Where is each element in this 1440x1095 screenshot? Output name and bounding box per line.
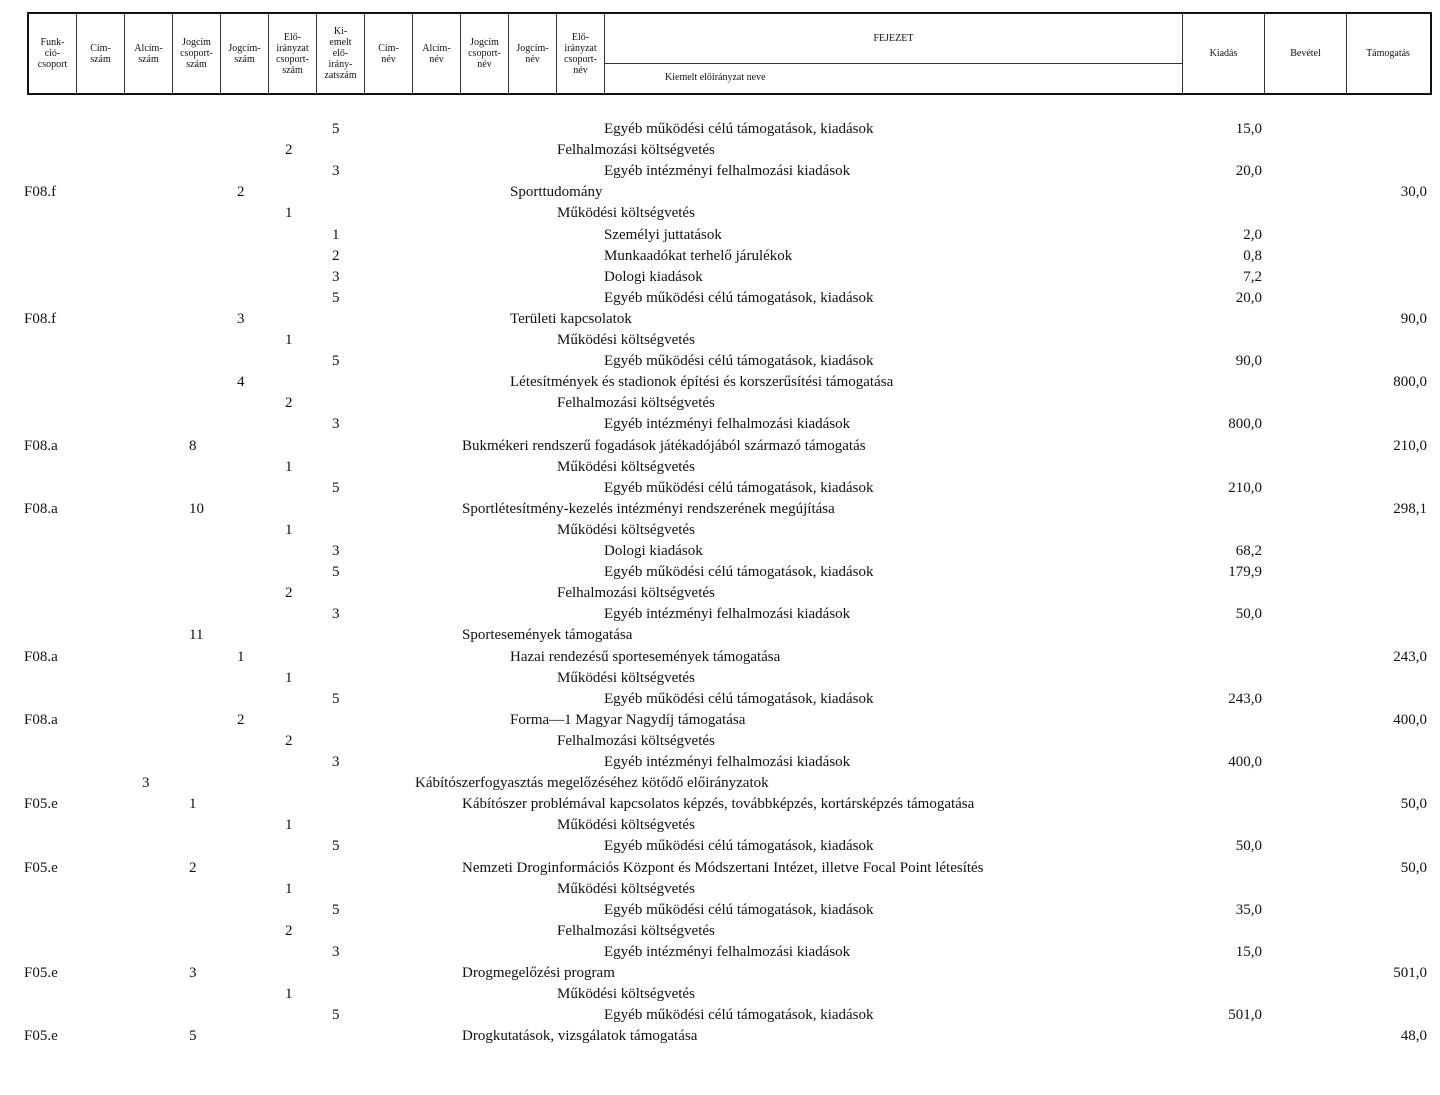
row-name: Egyéb intézményi felhalmozási kiadások <box>604 416 851 432</box>
row-kiadas: 400,0 <box>1228 754 1262 770</box>
row-name: Drogmegelőzési program <box>462 965 615 981</box>
row-funkcio: F08.a <box>24 438 58 454</box>
header-col-cim-nev: Cím- név <box>365 14 413 93</box>
row-code: 2 <box>285 142 293 158</box>
row-tamogatas: 400,0 <box>1393 712 1427 728</box>
row-name: Működési költségvetés <box>557 522 695 538</box>
row-code: 8 <box>189 438 197 454</box>
row-kiadas: 35,0 <box>1235 902 1262 918</box>
header-col-kiemelt-szam: Ki- emelt elő- irány- zatszám <box>317 14 365 93</box>
row-tamogatas: 243,0 <box>1393 649 1427 665</box>
row-code: 5 <box>332 902 340 918</box>
header-col-alcim-nev: Alcím- név <box>413 14 461 93</box>
header-col-eloiranyzatcsoport-nev: Elő- irányzat csoport- név <box>557 14 605 93</box>
row-tamogatas: 501,0 <box>1393 965 1427 981</box>
row-kiadas: 90,0 <box>1235 353 1262 369</box>
row-code: 3 <box>237 311 245 327</box>
row-tamogatas: 30,0 <box>1400 184 1427 200</box>
header-col-jogcim-nev: Jogcím- név <box>509 14 557 93</box>
row-name: Dologi kiadások <box>604 269 703 285</box>
row-funkcio: F08.f <box>24 311 57 327</box>
row-kiadas: 0,8 <box>1243 248 1262 264</box>
row-name: Egyéb intézményi felhalmozási kiadások <box>604 163 851 179</box>
row-code: 1 <box>285 205 293 221</box>
row-kiadas: 15,0 <box>1235 944 1262 960</box>
row-name: Személyi juttatások <box>604 227 722 243</box>
row-tamogatas: 50,0 <box>1400 860 1427 876</box>
row-code: 2 <box>285 923 293 939</box>
row-name: Működési költségvetés <box>557 817 695 833</box>
row-name: Működési költségvetés <box>557 332 695 348</box>
row-code: 5 <box>332 121 340 137</box>
row-code: 5 <box>332 1007 340 1023</box>
row-name: Bukmékeri rendszerű fogadások játékadójából származó támogatás <box>462 438 866 454</box>
row-code: 3 <box>332 606 340 622</box>
row-name: Egyéb működési célú támogatások, kiadások <box>604 480 874 496</box>
row-tamogatas: 210,0 <box>1393 438 1427 454</box>
row-code: 1 <box>285 986 293 1002</box>
row-code: 1 <box>237 649 245 665</box>
row-code: 11 <box>189 627 204 643</box>
row-name: Egyéb működési célú támogatások, kiadások <box>604 1007 874 1023</box>
header-col-jogcim-szam: Jogcím- szám <box>221 14 269 93</box>
row-name: Egyéb intézményi felhalmozási kiadások <box>604 944 851 960</box>
row-kiadas: 179,9 <box>1228 564 1262 580</box>
row-kiadas: 20,0 <box>1235 290 1262 306</box>
row-code: 1 <box>332 227 340 243</box>
row-kiadas: 800,0 <box>1228 416 1262 432</box>
row-name: Sportlétesítmény-kezelés intézményi rendszerének megújítása <box>462 501 835 517</box>
row-code: 1 <box>189 796 197 812</box>
row-name: Létesítmények és stadionok építési és korszerűsítési támogatása <box>510 374 894 390</box>
row-name: Egyéb működési célú támogatások, kiadások <box>604 564 874 580</box>
row-code: 5 <box>332 290 340 306</box>
row-kiadas: 243,0 <box>1228 691 1262 707</box>
row-code: 5 <box>332 480 340 496</box>
row-name: Kábítószerfogyasztás megelőzéséhez kötődő előirányzatok <box>415 775 769 791</box>
row-kiadas: 50,0 <box>1235 606 1262 622</box>
row-kiadas: 7,2 <box>1243 269 1262 285</box>
row-name: Működési költségvetés <box>557 670 695 686</box>
row-code: 4 <box>237 374 245 390</box>
row-kiadas: 20,0 <box>1235 163 1262 179</box>
fejezet-label: FEJEZET <box>605 14 1182 64</box>
row-funkcio: F05.e <box>24 796 58 812</box>
row-code: 3 <box>332 416 340 432</box>
row-name: Sporttudomány <box>510 184 603 200</box>
header-col-kiadas: Kiadás <box>1183 14 1265 93</box>
row-code: 3 <box>332 754 340 770</box>
row-funkcio: F08.a <box>24 649 58 665</box>
row-funkcio: F05.e <box>24 1028 58 1044</box>
header-col-tamogatas: Támogatás <box>1366 48 1410 59</box>
header-col-jogcimcsoport-nev: Jogcím csoport- név <box>461 14 509 93</box>
row-code: 1 <box>285 817 293 833</box>
row-name: Egyéb működési célú támogatások, kiadások <box>604 838 874 854</box>
kiemelt-nev-label: Kiemelt előirányzat neve <box>665 72 766 83</box>
row-name: Egyéb működési célú támogatások, kiadások <box>604 290 874 306</box>
row-name: Hazai rendezésű sportesemények támogatása <box>510 649 781 665</box>
row-code: 2 <box>285 395 293 411</box>
row-code: 5 <box>332 838 340 854</box>
row-code: 3 <box>332 944 340 960</box>
row-tamogatas: 298,1 <box>1393 501 1427 517</box>
row-name: Működési költségvetés <box>557 881 695 897</box>
header-col-jogcimcsoport-szam: Jogcím csoport- szám <box>173 14 221 93</box>
row-kiadas: 68,2 <box>1235 543 1262 559</box>
row-kiadas: 501,0 <box>1228 1007 1262 1023</box>
row-kiadas: 2,0 <box>1243 227 1262 243</box>
row-name: Működési költségvetés <box>557 986 695 1002</box>
row-name: Működési költségvetés <box>557 205 695 221</box>
header-col-eloiranyzatcsoport-szam: Elő- irányzat csoport- szám <box>269 14 317 93</box>
row-name: Nemzeti Droginformációs Központ és Módszertani Intézet, illetve Focal Point létesítés <box>462 860 984 876</box>
row-tamogatas: 90,0 <box>1400 311 1427 327</box>
row-tamogatas: 50,0 <box>1400 796 1427 812</box>
row-kiadas: 210,0 <box>1228 480 1262 496</box>
row-name: Egyéb működési célú támogatások, kiadások <box>604 121 874 137</box>
row-name: Területi kapcsolatok <box>510 311 632 327</box>
row-name: Dologi kiadások <box>604 543 703 559</box>
row-name: Felhalmozási költségvetés <box>557 923 715 939</box>
row-code: 5 <box>332 691 340 707</box>
row-tamogatas: 48,0 <box>1400 1028 1427 1044</box>
row-code: 5 <box>332 564 340 580</box>
row-code: 1 <box>285 459 293 475</box>
row-code: 3 <box>332 269 340 285</box>
row-kiadas: 15,0 <box>1235 121 1262 137</box>
row-name: Felhalmozási költségvetés <box>557 733 715 749</box>
row-code: 1 <box>285 670 293 686</box>
row-name: Kábítószer problémával kapcsolatos képzés, továbbképzés, kortársképzés támogatása <box>462 796 975 812</box>
row-name: Egyéb működési célú támogatások, kiadások <box>604 691 874 707</box>
row-code: 2 <box>237 184 245 200</box>
row-name: Egyéb intézményi felhalmozási kiadások <box>604 754 851 770</box>
row-name: Egyéb működési célú támogatások, kiadások <box>604 902 874 918</box>
row-code: 3 <box>332 543 340 559</box>
row-name: Forma—1 Magyar Nagydíj támogatása <box>510 712 746 728</box>
row-name: Működési költségvetés <box>557 459 695 475</box>
row-code: 2 <box>332 248 340 264</box>
row-code: 1 <box>285 332 293 348</box>
row-name: Felhalmozási költségvetés <box>557 142 715 158</box>
row-funkcio: F08.a <box>24 501 58 517</box>
header-col-cim-szam: Cím- szám <box>77 14 125 93</box>
header-col-bevetel: Bevétel <box>1265 14 1347 93</box>
row-code: 1 <box>285 881 293 897</box>
row-code: 2 <box>285 585 293 601</box>
row-code: 2 <box>285 733 293 749</box>
row-name: Drogkutatások, vizsgálatok támogatása <box>462 1028 698 1044</box>
row-code: 2 <box>189 860 197 876</box>
row-code: 3 <box>189 965 197 981</box>
header-col-funkcio: Funk- ció- csoport <box>29 14 77 93</box>
row-funkcio: F05.e <box>24 965 58 981</box>
row-code: 3 <box>142 775 150 791</box>
row-code: 2 <box>237 712 245 728</box>
header-col-alcim-szam: Alcím- szám <box>125 14 173 93</box>
row-code: 3 <box>332 163 340 179</box>
row-tamogatas: 800,0 <box>1393 374 1427 390</box>
row-code: 5 <box>189 1028 197 1044</box>
row-kiadas: 50,0 <box>1235 838 1262 854</box>
row-code: 1 <box>285 522 293 538</box>
row-code: 10 <box>189 501 204 517</box>
row-name: Felhalmozási költségvetés <box>557 585 715 601</box>
row-name: Felhalmozási költségvetés <box>557 395 715 411</box>
row-funkcio: F05.e <box>24 860 58 876</box>
row-funkcio: F08.a <box>24 712 58 728</box>
row-name: Munkaadókat terhelő járulékok <box>604 248 793 264</box>
row-name: Egyéb működési célú támogatások, kiadások <box>604 353 874 369</box>
row-name: Egyéb intézményi felhalmozási kiadások <box>604 606 851 622</box>
row-name: Sportesemények támogatása <box>462 627 633 643</box>
row-funkcio: F08.f <box>24 184 57 200</box>
row-code: 5 <box>332 353 340 369</box>
